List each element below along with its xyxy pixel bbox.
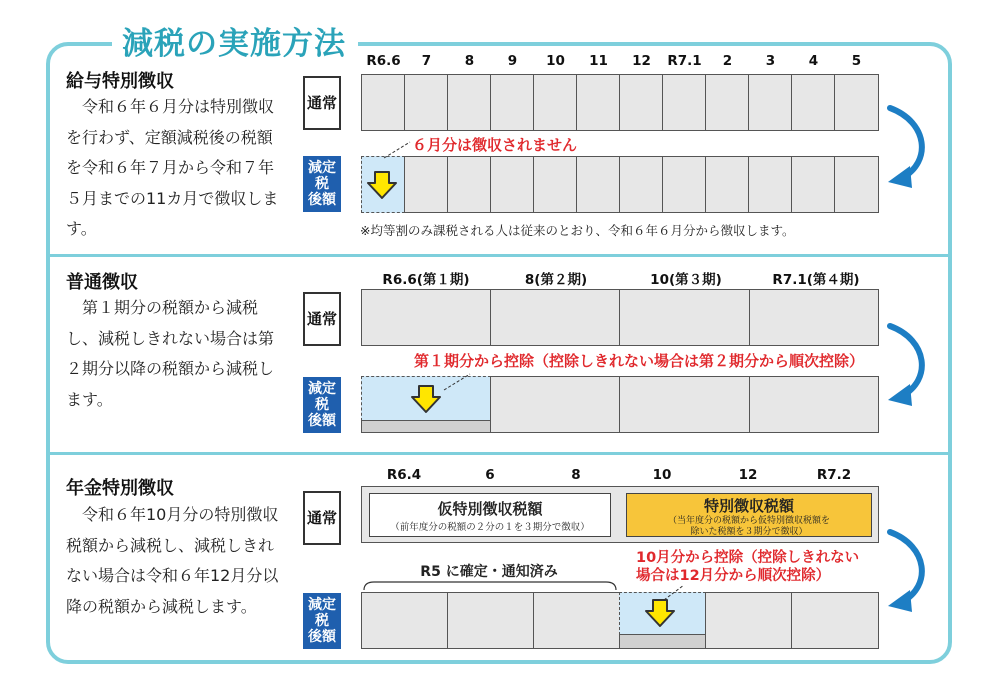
provisional-tax-box: 仮特別徴収税額 （前年度分の税額の２分の１を３期分で徴収） — [369, 493, 611, 537]
reduced-row-salary — [361, 156, 879, 213]
month-label: R7.1 — [667, 53, 702, 69]
special-tax-box: 特別徴収税額 （当年度分の税額から仮特別徴収税額を 除いた税額を３期分で徴収） — [626, 493, 872, 537]
month-label: R7.2 — [816, 467, 852, 483]
normal-row-salary — [361, 74, 879, 131]
section-divider — [50, 254, 948, 257]
bracket-line — [362, 578, 618, 592]
section-title-pension: 年金特別徴収 — [66, 478, 174, 499]
section-title-ordinary: 普通徴収 — [66, 272, 138, 293]
month-label: 4 — [808, 53, 819, 69]
normal-row-ordinary — [361, 289, 879, 346]
down-arrow-icon — [410, 384, 442, 414]
month-label: 5 — [851, 53, 862, 69]
down-arrow-icon — [644, 598, 676, 628]
callout-leader-line — [440, 370, 476, 394]
month-label: R6.6 — [366, 53, 401, 69]
month-label: 8 — [464, 53, 475, 69]
normal-row-pension — [361, 486, 879, 543]
normal-tag: 通常 — [303, 491, 341, 545]
callout-salary: ６月分は徴収されません — [412, 136, 578, 154]
section-body-pension: 令和６年10月分の特別徴収税額から減税し、減税しきれない場合は令和６年12月分以降の税額から減税します。 — [66, 505, 279, 616]
note-salary: ※均等割のみ課税される人は従来のとおり、令和６年６月分から徴収します。 — [360, 223, 795, 238]
section-title-salary: 給与特別徴収 — [66, 71, 174, 92]
period-label: 10(第３期) — [650, 272, 722, 288]
section-divider — [50, 452, 948, 455]
page-title: 減税の実施方法 — [122, 26, 346, 62]
section-body-ordinary: 第１期分の税額から減税し、減税しきれない場合は第２期分以降の税額から減税します。 — [66, 298, 275, 409]
down-arrow-icon — [366, 170, 398, 200]
reduced-row-pension — [361, 592, 879, 649]
month-label: 10 — [652, 467, 672, 483]
month-label: 12 — [632, 53, 651, 69]
month-label: 10 — [546, 53, 565, 69]
month-label: 6 — [485, 467, 495, 483]
callout-ordinary: 第１期分から控除（控除しきれない場合は第２期分から順次控除） — [414, 352, 865, 370]
curved-arrow-icon — [880, 524, 940, 616]
month-header-pension — [361, 467, 879, 485]
reduced-tag: 減定 税 後額 — [303, 377, 341, 433]
normal-tag: 通常 — [303, 76, 341, 130]
month-label: 7 — [421, 53, 432, 69]
confirmed-label: R5 に確定・通知済み — [420, 564, 558, 580]
section-body-salary: 令和６年６月分は特別徴収を行わず、定額減税後の税額を令和６年７月から令和７年５月までの11カ月で徴収します。 — [66, 97, 279, 238]
curved-arrow-icon — [880, 100, 940, 192]
period-label: R7.1(第４期) — [772, 272, 860, 288]
reduced-tag: 減定 税 後額 — [303, 156, 341, 212]
period-label: R6.6(第１期) — [382, 272, 470, 288]
period-header-ordinary — [361, 268, 879, 286]
month-label: 11 — [589, 53, 608, 69]
reduced-tag: 減定 税 後額 — [303, 593, 341, 649]
curved-arrow-icon — [880, 318, 940, 410]
callout-pension: 10月分から控除（控除しきれない 場合は12月分から順次控除） — [636, 550, 860, 584]
normal-tag: 通常 — [303, 292, 341, 346]
month-label: 9 — [507, 53, 518, 69]
month-label: 8 — [571, 467, 581, 483]
month-label: R6.4 — [386, 467, 422, 483]
period-label: 8(第２期) — [524, 272, 588, 288]
month-label: 2 — [722, 53, 733, 69]
callout-leader-line — [660, 582, 690, 602]
month-header-salary — [362, 53, 880, 71]
month-label: 3 — [765, 53, 776, 69]
month-label: 12 — [738, 467, 758, 483]
